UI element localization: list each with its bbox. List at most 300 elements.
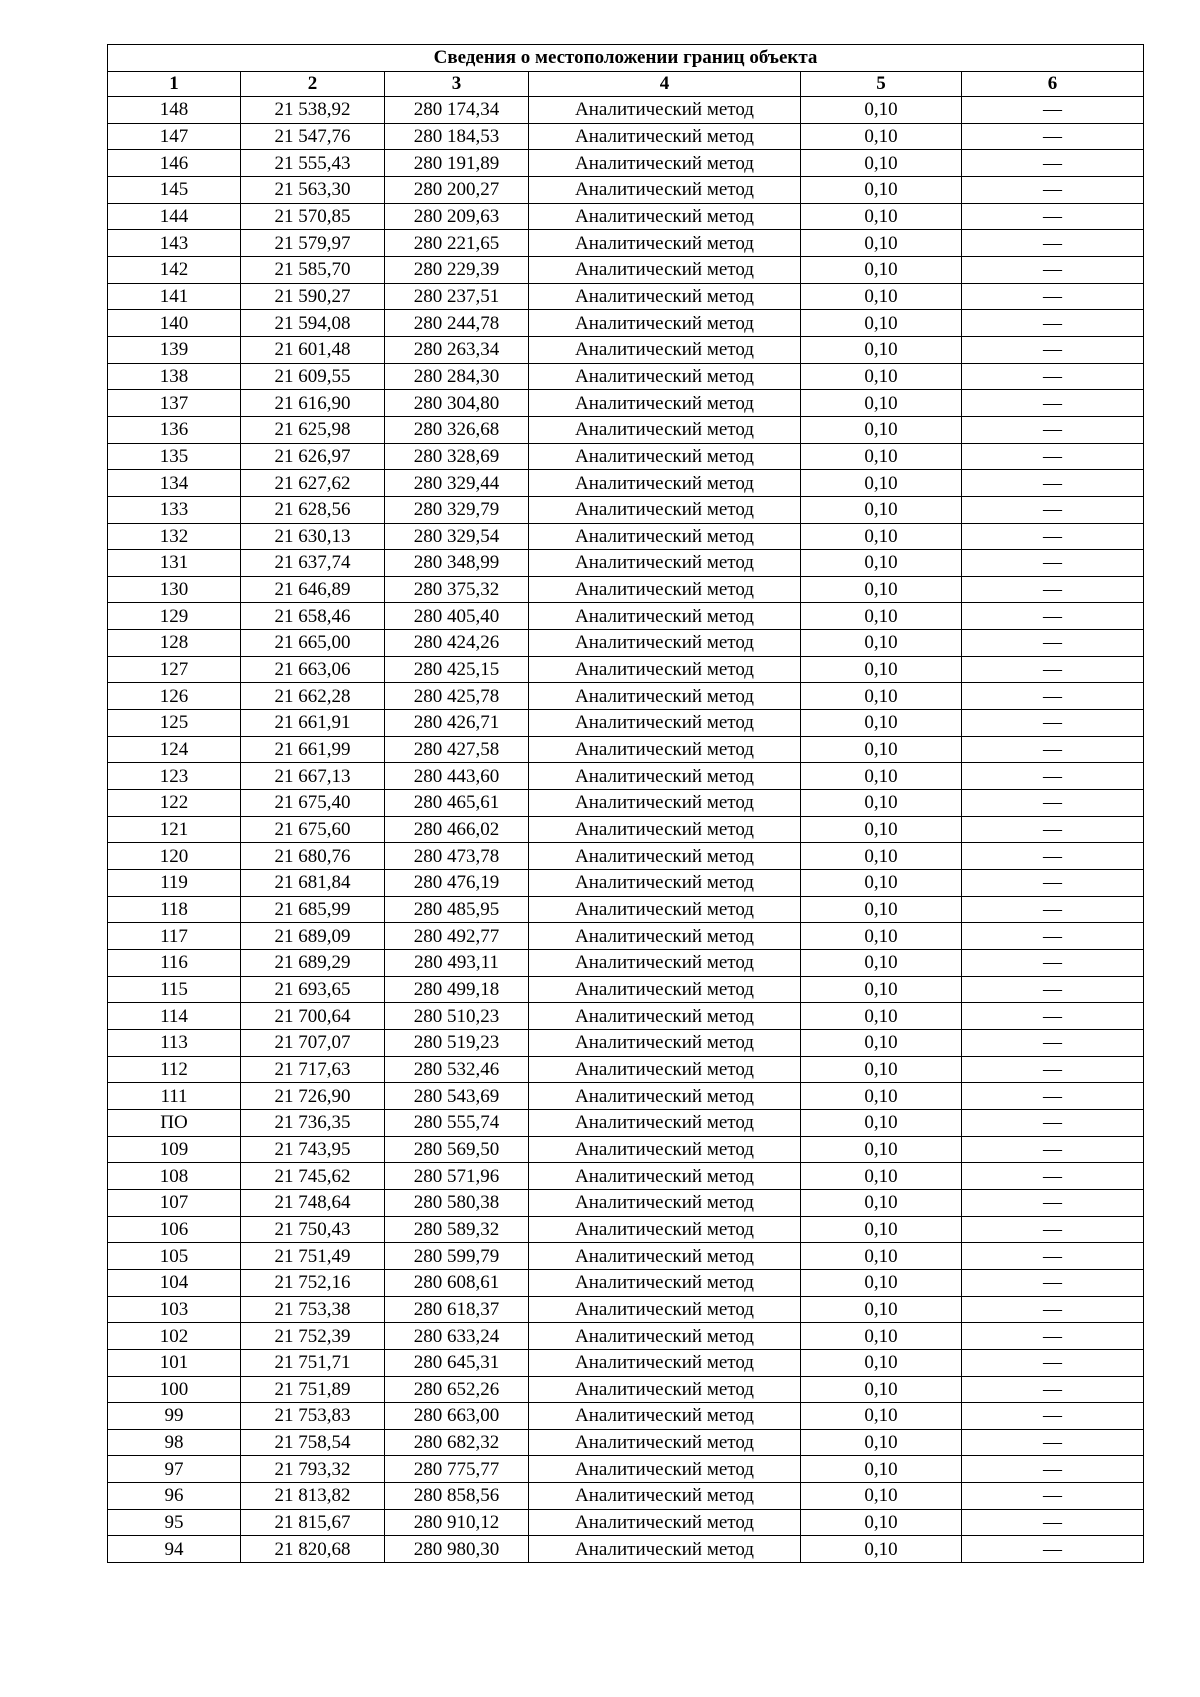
method-cell: Аналитический метод <box>529 1349 801 1376</box>
point-number-cell: 137 <box>108 390 241 417</box>
point-number-cell: 140 <box>108 310 241 337</box>
y-coordinate-cell: 280 209,63 <box>385 203 529 230</box>
accuracy-cell: 0,10 <box>801 336 962 363</box>
method-cell: Аналитический метод <box>529 1376 801 1403</box>
y-coordinate-cell: 280 191,89 <box>385 150 529 177</box>
accuracy-cell: 0,10 <box>801 923 962 950</box>
accuracy-cell: 0,10 <box>801 630 962 657</box>
method-cell: Аналитический метод <box>529 1243 801 1270</box>
accuracy-cell: 0,10 <box>801 230 962 257</box>
description-cell: — <box>962 523 1144 550</box>
accuracy-cell: 0,10 <box>801 843 962 870</box>
table-row <box>108 283 1144 310</box>
x-coordinate-cell: 21 750,43 <box>241 1216 385 1243</box>
description-cell: — <box>962 256 1144 283</box>
method-cell: Аналитический метод <box>529 1216 801 1243</box>
y-coordinate-cell: 280 663,00 <box>385 1403 529 1430</box>
point-number-cell: 113 <box>108 1029 241 1056</box>
accuracy-cell: 0,10 <box>801 256 962 283</box>
description-cell: — <box>962 1109 1144 1136</box>
method-cell: Аналитический метод <box>529 896 801 923</box>
y-coordinate-cell: 280 775,77 <box>385 1456 529 1483</box>
accuracy-cell: 0,10 <box>801 710 962 737</box>
point-number-cell: 119 <box>108 870 241 897</box>
x-coordinate-cell: 21 590,27 <box>241 283 385 310</box>
y-coordinate-cell: 280 493,11 <box>385 950 529 977</box>
table-row <box>108 176 1144 203</box>
y-coordinate-cell: 280 304,80 <box>385 390 529 417</box>
accuracy-cell: 0,10 <box>801 550 962 577</box>
description-cell: — <box>962 203 1144 230</box>
x-coordinate-cell: 21 753,83 <box>241 1403 385 1430</box>
method-cell: Аналитический метод <box>529 656 801 683</box>
y-coordinate-cell: 280 571,96 <box>385 1163 529 1190</box>
y-coordinate-cell: 280 229,39 <box>385 256 529 283</box>
table-row <box>108 1243 1144 1270</box>
x-coordinate-cell: 21 665,00 <box>241 630 385 657</box>
x-coordinate-cell: 21 609,55 <box>241 363 385 390</box>
table-row <box>108 256 1144 283</box>
point-number-cell: 143 <box>108 230 241 257</box>
description-cell: — <box>962 843 1144 870</box>
accuracy-cell: 0,10 <box>801 1003 962 1030</box>
y-coordinate-cell: 280 645,31 <box>385 1349 529 1376</box>
y-coordinate-cell: 280 633,24 <box>385 1323 529 1350</box>
method-cell: Аналитический метод <box>529 310 801 337</box>
x-coordinate-cell: 21 662,28 <box>241 683 385 710</box>
description-cell: — <box>962 1136 1144 1163</box>
point-number-cell: 105 <box>108 1243 241 1270</box>
method-cell: Аналитический метод <box>529 1109 801 1136</box>
point-number-cell: ПО <box>108 1109 241 1136</box>
accuracy-cell: 0,10 <box>801 283 962 310</box>
method-cell: Аналитический метод <box>529 790 801 817</box>
method-cell: Аналитический метод <box>529 843 801 870</box>
y-coordinate-cell: 280 328,69 <box>385 443 529 470</box>
method-cell: Аналитический метод <box>529 230 801 257</box>
x-coordinate-cell: 21 538,92 <box>241 97 385 124</box>
table-row <box>108 1216 1144 1243</box>
description-cell: — <box>962 816 1144 843</box>
x-coordinate-cell: 21 681,84 <box>241 870 385 897</box>
table-row <box>108 763 1144 790</box>
x-coordinate-cell: 21 793,32 <box>241 1456 385 1483</box>
table-row <box>108 336 1144 363</box>
column-header: 6 <box>962 72 1144 97</box>
accuracy-cell: 0,10 <box>801 363 962 390</box>
point-number-cell: 139 <box>108 336 241 363</box>
point-number-cell: 125 <box>108 710 241 737</box>
point-number-cell: 108 <box>108 1163 241 1190</box>
accuracy-cell: 0,10 <box>801 1456 962 1483</box>
x-coordinate-cell: 21 555,43 <box>241 150 385 177</box>
method-cell: Аналитический метод <box>529 123 801 150</box>
y-coordinate-cell: 280 244,78 <box>385 310 529 337</box>
accuracy-cell: 0,10 <box>801 603 962 630</box>
point-number-cell: 115 <box>108 976 241 1003</box>
x-coordinate-cell: 21 675,60 <box>241 816 385 843</box>
point-number-cell: 121 <box>108 816 241 843</box>
method-cell: Аналитический метод <box>529 736 801 763</box>
y-coordinate-cell: 280 532,46 <box>385 1056 529 1083</box>
point-number-cell: 103 <box>108 1296 241 1323</box>
point-number-cell: 98 <box>108 1429 241 1456</box>
accuracy-cell: 0,10 <box>801 896 962 923</box>
y-coordinate-cell: 280 682,32 <box>385 1429 529 1456</box>
accuracy-cell: 0,10 <box>801 1136 962 1163</box>
table-row <box>108 470 1144 497</box>
point-number-cell: 95 <box>108 1509 241 1536</box>
y-coordinate-cell: 280 618,37 <box>385 1296 529 1323</box>
point-number-cell: 144 <box>108 203 241 230</box>
method-cell: Аналитический метод <box>529 523 801 550</box>
y-coordinate-cell: 280 519,23 <box>385 1029 529 1056</box>
column-header: 2 <box>241 72 385 97</box>
column-header: 3 <box>385 72 529 97</box>
point-number-cell: 94 <box>108 1536 241 1563</box>
accuracy-cell: 0,10 <box>801 310 962 337</box>
accuracy-cell: 0,10 <box>801 123 962 150</box>
description-cell: — <box>962 763 1144 790</box>
x-coordinate-cell: 21 751,89 <box>241 1376 385 1403</box>
method-cell: Аналитический метод <box>529 1536 801 1563</box>
method-cell: Аналитический метод <box>529 470 801 497</box>
y-coordinate-cell: 280 426,71 <box>385 710 529 737</box>
point-number-cell: 124 <box>108 736 241 763</box>
x-coordinate-cell: 21 563,30 <box>241 176 385 203</box>
point-number-cell: 131 <box>108 550 241 577</box>
y-coordinate-cell: 280 424,26 <box>385 630 529 657</box>
table-row <box>108 656 1144 683</box>
method-cell: Аналитический метод <box>529 1269 801 1296</box>
accuracy-cell: 0,10 <box>801 203 962 230</box>
accuracy-cell: 0,10 <box>801 416 962 443</box>
point-number-cell: 148 <box>108 97 241 124</box>
method-cell: Аналитический метод <box>529 1403 801 1430</box>
point-number-cell: 134 <box>108 470 241 497</box>
accuracy-cell: 0,10 <box>801 1483 962 1510</box>
table-row <box>108 1083 1144 1110</box>
point-number-cell: 102 <box>108 1323 241 1350</box>
y-coordinate-cell: 280 405,40 <box>385 603 529 630</box>
description-cell: — <box>962 1376 1144 1403</box>
description-cell: — <box>962 976 1144 1003</box>
x-coordinate-cell: 21 661,91 <box>241 710 385 737</box>
y-coordinate-cell: 280 329,54 <box>385 523 529 550</box>
table-row <box>108 523 1144 550</box>
column-header: 5 <box>801 72 962 97</box>
description-cell: — <box>962 1296 1144 1323</box>
point-number-cell: 101 <box>108 1349 241 1376</box>
point-number-cell: 123 <box>108 763 241 790</box>
accuracy-cell: 0,10 <box>801 1269 962 1296</box>
accuracy-cell: 0,10 <box>801 150 962 177</box>
x-coordinate-cell: 21 579,97 <box>241 230 385 257</box>
accuracy-cell: 0,10 <box>801 1536 962 1563</box>
description-cell: — <box>962 603 1144 630</box>
method-cell: Аналитический метод <box>529 150 801 177</box>
x-coordinate-cell: 21 752,16 <box>241 1269 385 1296</box>
description-cell: — <box>962 1056 1144 1083</box>
x-coordinate-cell: 21 627,62 <box>241 470 385 497</box>
accuracy-cell: 0,10 <box>801 1109 962 1136</box>
description-cell: — <box>962 150 1144 177</box>
table-row <box>108 603 1144 630</box>
table-row <box>108 1136 1144 1163</box>
point-number-cell: 100 <box>108 1376 241 1403</box>
method-cell: Аналитический метод <box>529 763 801 790</box>
point-number-cell: 145 <box>108 176 241 203</box>
description-cell: — <box>962 176 1144 203</box>
point-number-cell: 141 <box>108 283 241 310</box>
accuracy-cell: 0,10 <box>801 1296 962 1323</box>
y-coordinate-cell: 280 543,69 <box>385 1083 529 1110</box>
x-coordinate-cell: 21 689,09 <box>241 923 385 950</box>
column-header: 1 <box>108 72 241 97</box>
method-cell: Аналитический метод <box>529 1056 801 1083</box>
accuracy-cell: 0,10 <box>801 1029 962 1056</box>
table-row <box>108 896 1144 923</box>
method-cell: Аналитический метод <box>529 363 801 390</box>
accuracy-cell: 0,10 <box>801 870 962 897</box>
point-number-cell: 127 <box>108 656 241 683</box>
y-coordinate-cell: 280 425,78 <box>385 683 529 710</box>
table-row <box>108 1403 1144 1430</box>
table-row <box>108 1189 1144 1216</box>
method-cell: Аналитический метод <box>529 1083 801 1110</box>
accuracy-cell: 0,10 <box>801 1163 962 1190</box>
point-number-cell: 147 <box>108 123 241 150</box>
table-row <box>108 1349 1144 1376</box>
y-coordinate-cell: 280 329,44 <box>385 470 529 497</box>
table-row <box>108 1323 1144 1350</box>
table-row <box>108 1429 1144 1456</box>
table-body <box>108 97 1144 1563</box>
x-coordinate-cell: 21 685,99 <box>241 896 385 923</box>
accuracy-cell: 0,10 <box>801 736 962 763</box>
description-cell: — <box>962 736 1144 763</box>
y-coordinate-cell: 280 589,32 <box>385 1216 529 1243</box>
description-cell: — <box>962 870 1144 897</box>
x-coordinate-cell: 21 637,74 <box>241 550 385 577</box>
point-number-cell: 114 <box>108 1003 241 1030</box>
accuracy-cell: 0,10 <box>801 576 962 603</box>
x-coordinate-cell: 21 717,63 <box>241 1056 385 1083</box>
description-cell: — <box>962 1216 1144 1243</box>
description-cell: — <box>962 1429 1144 1456</box>
point-number-cell: 111 <box>108 1083 241 1110</box>
method-cell: Аналитический метод <box>529 950 801 977</box>
method-cell: Аналитический метод <box>529 923 801 950</box>
method-cell: Аналитический метод <box>529 496 801 523</box>
accuracy-cell: 0,10 <box>801 443 962 470</box>
table-row <box>108 630 1144 657</box>
x-coordinate-cell: 21 658,46 <box>241 603 385 630</box>
description-cell: — <box>962 1323 1144 1350</box>
x-coordinate-cell: 21 813,82 <box>241 1483 385 1510</box>
table-row <box>108 950 1144 977</box>
description-cell: — <box>962 416 1144 443</box>
accuracy-cell: 0,10 <box>801 1216 962 1243</box>
x-coordinate-cell: 21 667,13 <box>241 763 385 790</box>
y-coordinate-cell: 280 237,51 <box>385 283 529 310</box>
table-row <box>108 1163 1144 1190</box>
x-coordinate-cell: 21 700,64 <box>241 1003 385 1030</box>
description-cell: — <box>962 123 1144 150</box>
x-coordinate-cell: 21 585,70 <box>241 256 385 283</box>
y-coordinate-cell: 280 443,60 <box>385 763 529 790</box>
y-coordinate-cell: 280 652,26 <box>385 1376 529 1403</box>
y-coordinate-cell: 280 375,32 <box>385 576 529 603</box>
x-coordinate-cell: 21 820,68 <box>241 1536 385 1563</box>
x-coordinate-cell: 21 628,56 <box>241 496 385 523</box>
accuracy-cell: 0,10 <box>801 1429 962 1456</box>
y-coordinate-cell: 280 263,34 <box>385 336 529 363</box>
table-row <box>108 576 1144 603</box>
description-cell: — <box>962 363 1144 390</box>
method-cell: Аналитический метод <box>529 1483 801 1510</box>
point-number-cell: 109 <box>108 1136 241 1163</box>
table-row <box>108 203 1144 230</box>
y-coordinate-cell: 280 425,15 <box>385 656 529 683</box>
y-coordinate-cell: 280 348,99 <box>385 550 529 577</box>
y-coordinate-cell: 280 465,61 <box>385 790 529 817</box>
table-row <box>108 1003 1144 1030</box>
y-coordinate-cell: 280 569,50 <box>385 1136 529 1163</box>
accuracy-cell: 0,10 <box>801 976 962 1003</box>
y-coordinate-cell: 280 599,79 <box>385 1243 529 1270</box>
method-cell: Аналитический метод <box>529 630 801 657</box>
description-cell: — <box>962 576 1144 603</box>
point-number-cell: 120 <box>108 843 241 870</box>
x-coordinate-cell: 21 547,76 <box>241 123 385 150</box>
x-coordinate-cell: 21 815,67 <box>241 1509 385 1536</box>
y-coordinate-cell: 280 221,65 <box>385 230 529 257</box>
description-cell: — <box>962 550 1144 577</box>
table-row <box>108 550 1144 577</box>
x-coordinate-cell: 21 736,35 <box>241 1109 385 1136</box>
table-row <box>108 976 1144 1003</box>
point-number-cell: 146 <box>108 150 241 177</box>
method-cell: Аналитический метод <box>529 1136 801 1163</box>
method-cell: Аналитический метод <box>529 203 801 230</box>
point-number-cell: 128 <box>108 630 241 657</box>
x-coordinate-cell: 21 663,06 <box>241 656 385 683</box>
description-cell: — <box>962 470 1144 497</box>
y-coordinate-cell: 280 427,58 <box>385 736 529 763</box>
column-header-row <box>108 72 1144 97</box>
x-coordinate-cell: 21 743,95 <box>241 1136 385 1163</box>
y-coordinate-cell: 280 555,74 <box>385 1109 529 1136</box>
x-coordinate-cell: 21 707,07 <box>241 1029 385 1056</box>
table-title: Сведения о местоположении границ объекта <box>108 45 1144 72</box>
table-row <box>108 843 1144 870</box>
description-cell: — <box>962 656 1144 683</box>
accuracy-cell: 0,10 <box>801 763 962 790</box>
description-cell: — <box>962 1189 1144 1216</box>
point-number-cell: 107 <box>108 1189 241 1216</box>
y-coordinate-cell: 280 184,53 <box>385 123 529 150</box>
table-row <box>108 310 1144 337</box>
method-cell: Аналитический метод <box>529 336 801 363</box>
point-number-cell: 122 <box>108 790 241 817</box>
table-caption-row <box>108 45 1144 72</box>
description-cell: — <box>962 1243 1144 1270</box>
description-cell: — <box>962 683 1144 710</box>
x-coordinate-cell: 21 726,90 <box>241 1083 385 1110</box>
y-coordinate-cell: 280 492,77 <box>385 923 529 950</box>
table-row <box>108 390 1144 417</box>
method-cell: Аналитический метод <box>529 1429 801 1456</box>
method-cell: Аналитический метод <box>529 683 801 710</box>
accuracy-cell: 0,10 <box>801 523 962 550</box>
table-row <box>108 1483 1144 1510</box>
accuracy-cell: 0,10 <box>801 1349 962 1376</box>
description-cell: — <box>962 630 1144 657</box>
description-cell: — <box>962 1269 1144 1296</box>
description-cell: — <box>962 790 1144 817</box>
accuracy-cell: 0,10 <box>801 1403 962 1430</box>
method-cell: Аналитический метод <box>529 870 801 897</box>
y-coordinate-cell: 280 858,56 <box>385 1483 529 1510</box>
table-row <box>108 443 1144 470</box>
accuracy-cell: 0,10 <box>801 496 962 523</box>
x-coordinate-cell: 21 626,97 <box>241 443 385 470</box>
x-coordinate-cell: 21 594,08 <box>241 310 385 337</box>
table-row <box>108 123 1144 150</box>
x-coordinate-cell: 21 661,99 <box>241 736 385 763</box>
accuracy-cell: 0,10 <box>801 790 962 817</box>
point-number-cell: 138 <box>108 363 241 390</box>
y-coordinate-cell: 280 580,38 <box>385 1189 529 1216</box>
method-cell: Аналитический метод <box>529 97 801 124</box>
accuracy-cell: 0,10 <box>801 176 962 203</box>
method-cell: Аналитический метод <box>529 976 801 1003</box>
y-coordinate-cell: 280 174,34 <box>385 97 529 124</box>
table-row <box>108 1376 1144 1403</box>
y-coordinate-cell: 280 499,18 <box>385 976 529 1003</box>
x-coordinate-cell: 21 680,76 <box>241 843 385 870</box>
point-number-cell: 99 <box>108 1403 241 1430</box>
point-number-cell: 142 <box>108 256 241 283</box>
table-row <box>108 97 1144 124</box>
point-number-cell: 126 <box>108 683 241 710</box>
y-coordinate-cell: 280 910,12 <box>385 1509 529 1536</box>
description-cell: — <box>962 97 1144 124</box>
table-row <box>108 1029 1144 1056</box>
table-row <box>108 150 1144 177</box>
accuracy-cell: 0,10 <box>801 390 962 417</box>
accuracy-cell: 0,10 <box>801 470 962 497</box>
description-cell: — <box>962 1083 1144 1110</box>
description-cell: — <box>962 1483 1144 1510</box>
table-row <box>108 790 1144 817</box>
method-cell: Аналитический метод <box>529 816 801 843</box>
x-coordinate-cell: 21 689,29 <box>241 950 385 977</box>
x-coordinate-cell: 21 625,98 <box>241 416 385 443</box>
method-cell: Аналитический метод <box>529 443 801 470</box>
description-cell: — <box>962 336 1144 363</box>
table-row <box>108 416 1144 443</box>
point-number-cell: 116 <box>108 950 241 977</box>
y-coordinate-cell: 280 608,61 <box>385 1269 529 1296</box>
description-cell: — <box>962 1163 1144 1190</box>
column-header: 4 <box>529 72 801 97</box>
accuracy-cell: 0,10 <box>801 656 962 683</box>
accuracy-cell: 0,10 <box>801 1083 962 1110</box>
description-cell: — <box>962 443 1144 470</box>
y-coordinate-cell: 280 473,78 <box>385 843 529 870</box>
